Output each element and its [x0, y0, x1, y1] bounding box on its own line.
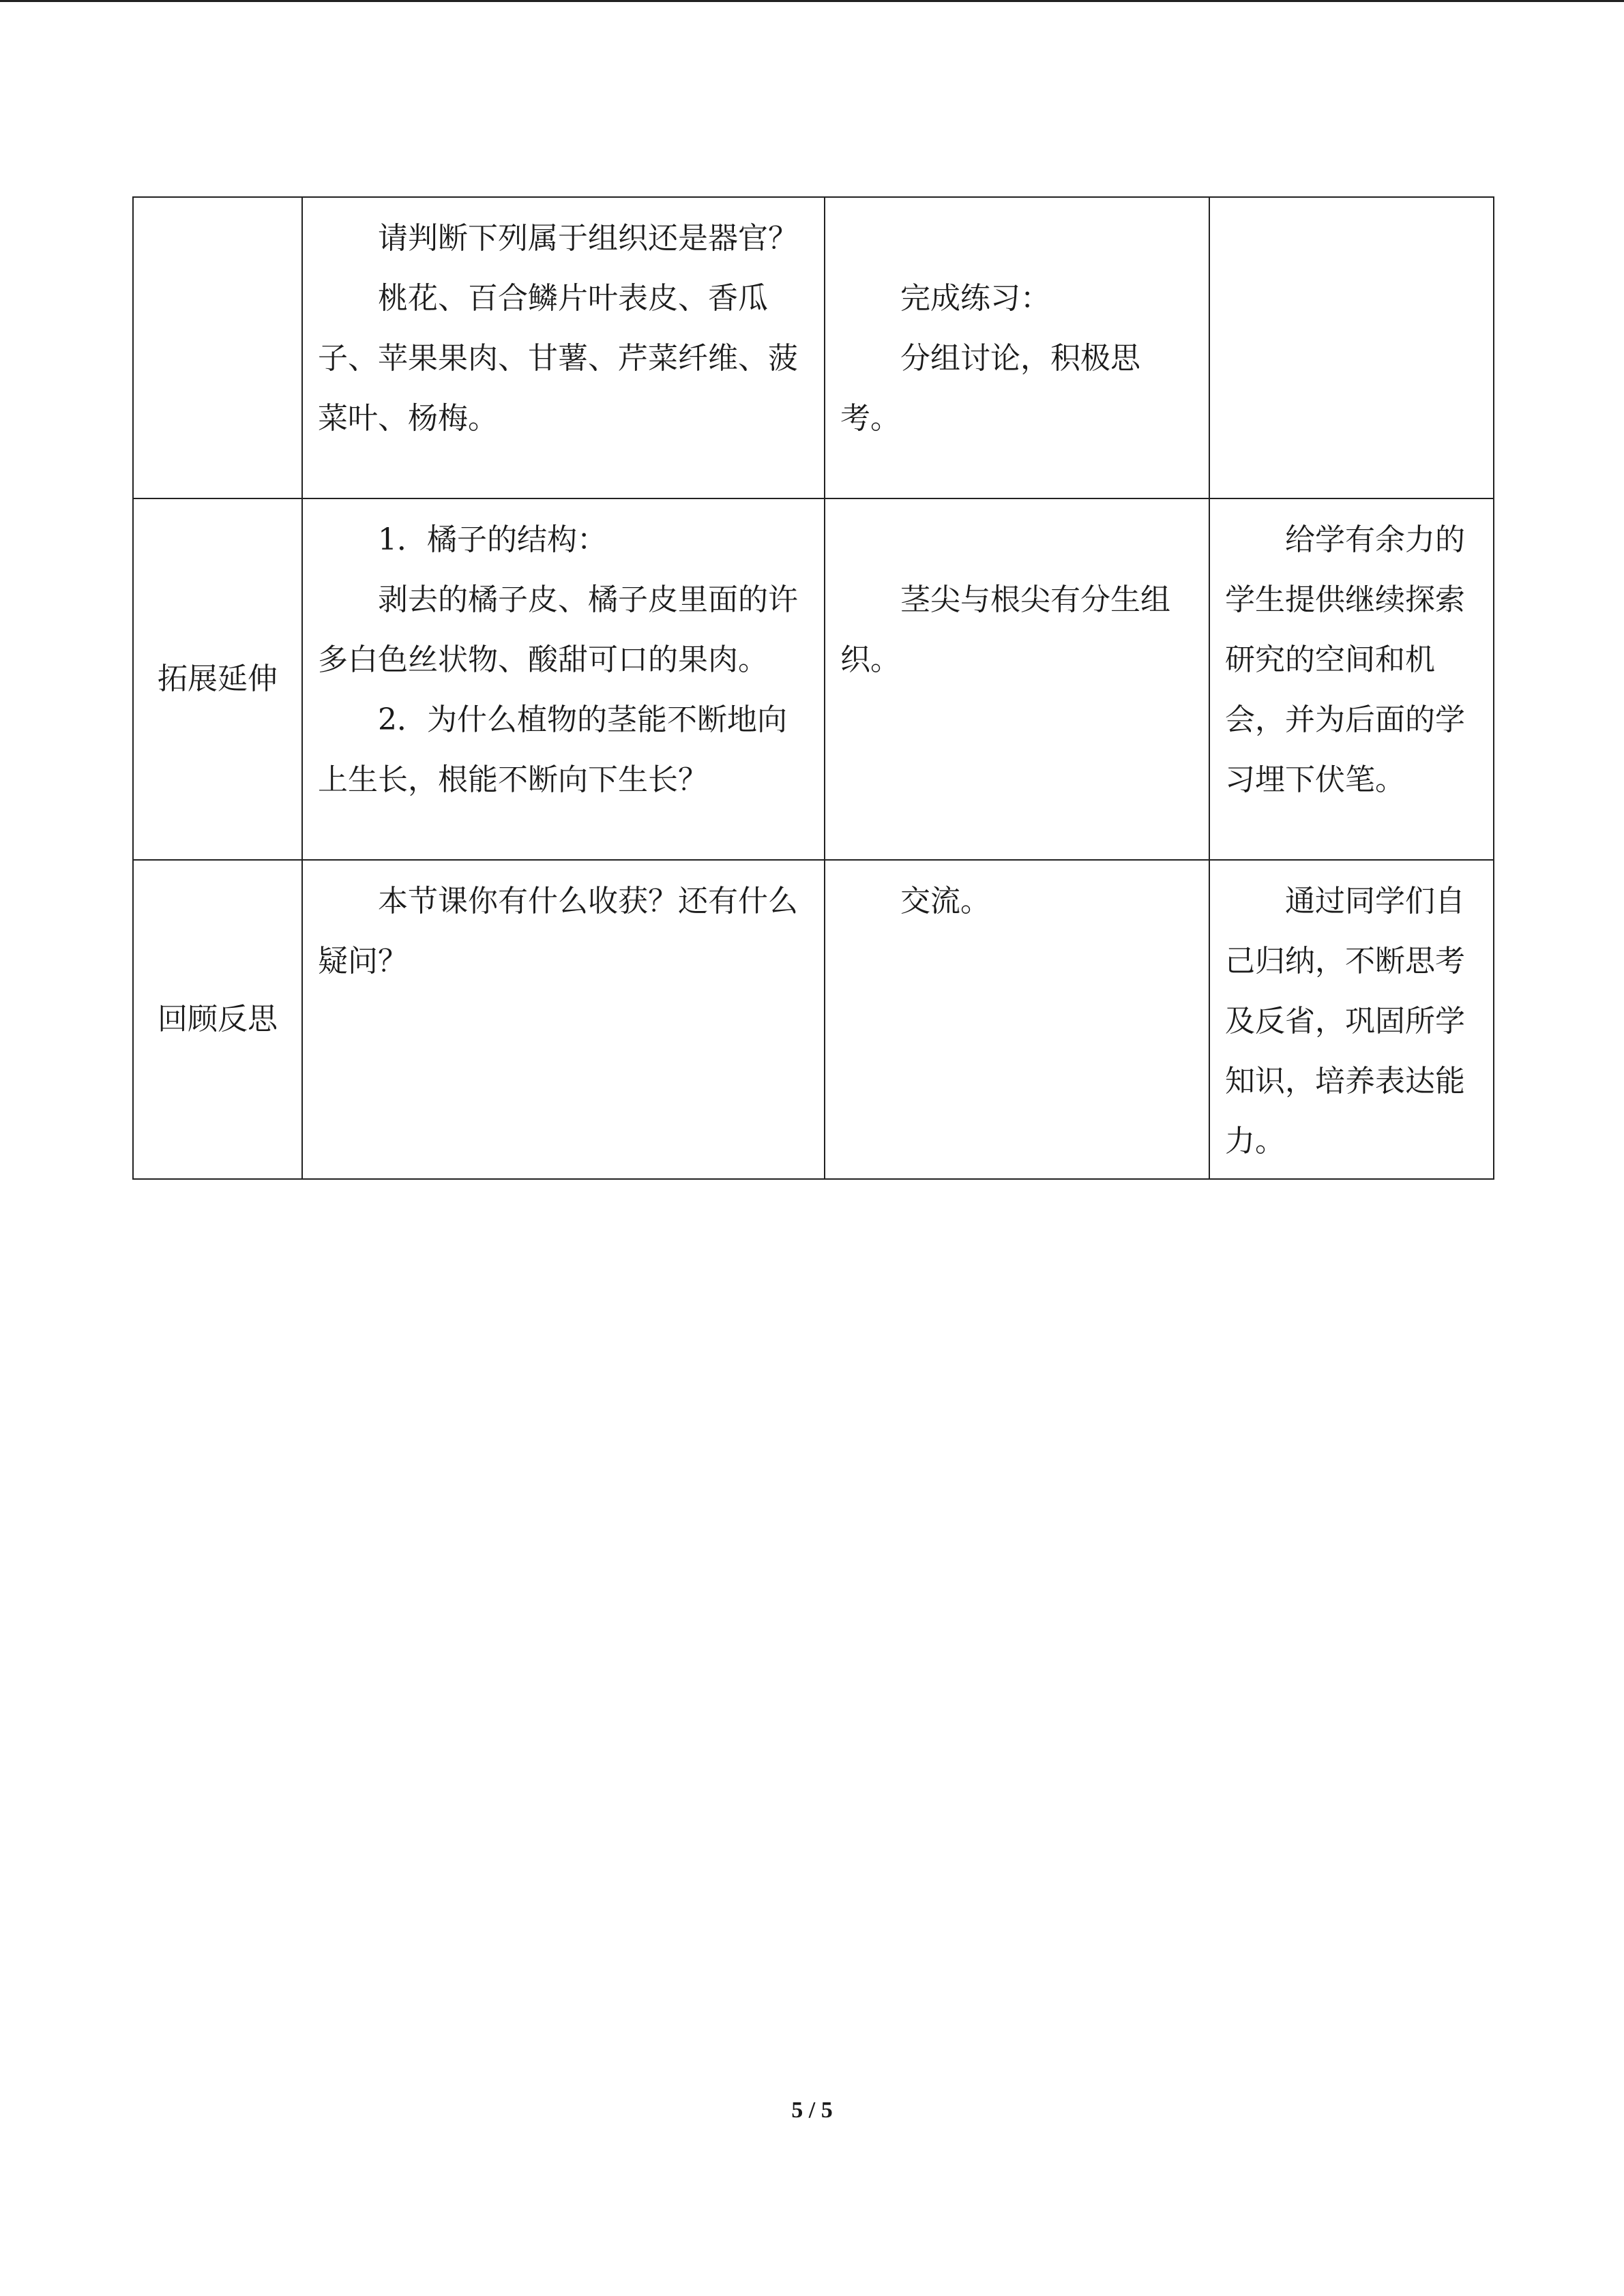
design-intent-cell: [1209, 498, 1494, 860]
teacher-paragraph: 本节课你有什么收获？还有什么疑问？: [318, 884, 798, 979]
student-activity-cell: [825, 498, 1209, 860]
page-top-border: [0, 0, 1624, 2]
student-paragraph: 分组讨论，积极思考。: [840, 341, 1140, 436]
page-number: 5 / 5: [791, 2098, 833, 2123]
student-activity-cell: [825, 860, 1209, 1179]
student-paragraph: [840, 209, 1195, 269]
teacher-activity-cell: [302, 197, 825, 498]
teacher-paragraph: 2．为什么植物的茎能不断地向上生长，根能不断向下生长？: [318, 702, 787, 797]
table-row-exercise: [133, 197, 1494, 498]
intent-paragraph: 通过同学们自己归纳，不断思考及反省，巩固所学知识，培养表达能力。: [1225, 884, 1465, 1159]
design-intent-cell: [1209, 860, 1494, 1179]
teacher-paragraph: 桃花、百合鳞片叶表皮、香瓜子、苹果果肉、甘薯、芹菜纤维、菠菜叶、杨梅。: [318, 281, 798, 436]
lesson-plan-table: [132, 196, 1494, 1180]
table-row-extension: [133, 498, 1494, 860]
teacher-paragraph: 请判断下列属于组织还是器官？: [378, 221, 798, 256]
teacher-activity-cell: [302, 498, 825, 860]
student-paragraph: 完成练习：: [900, 281, 1050, 316]
stage-cell: 拓展延伸: [133, 498, 302, 860]
student-paragraph: 交流。: [900, 884, 990, 919]
intent-paragraph: 给学有余力的学生提供继续探索研究的空间和机会，并为后面的学习埋下伏笔。: [1225, 522, 1465, 797]
design-intent-cell: [1209, 197, 1494, 498]
teacher-paragraph: 剥去的橘子皮、橘子皮里面的许多白色丝状物、酸甜可口的果肉。: [318, 582, 798, 677]
stage-cell: 回顾反思: [133, 860, 302, 1179]
table-row-review: [133, 860, 1494, 1179]
teacher-activity-cell: [302, 860, 825, 1179]
student-activity-cell: [825, 197, 1209, 498]
student-paragraph: [840, 510, 1195, 570]
stage-cell: [133, 197, 302, 498]
student-paragraph: 茎尖与根尖有分生组织。: [840, 582, 1170, 677]
teacher-paragraph: 1．橘子的结构：: [378, 522, 607, 557]
